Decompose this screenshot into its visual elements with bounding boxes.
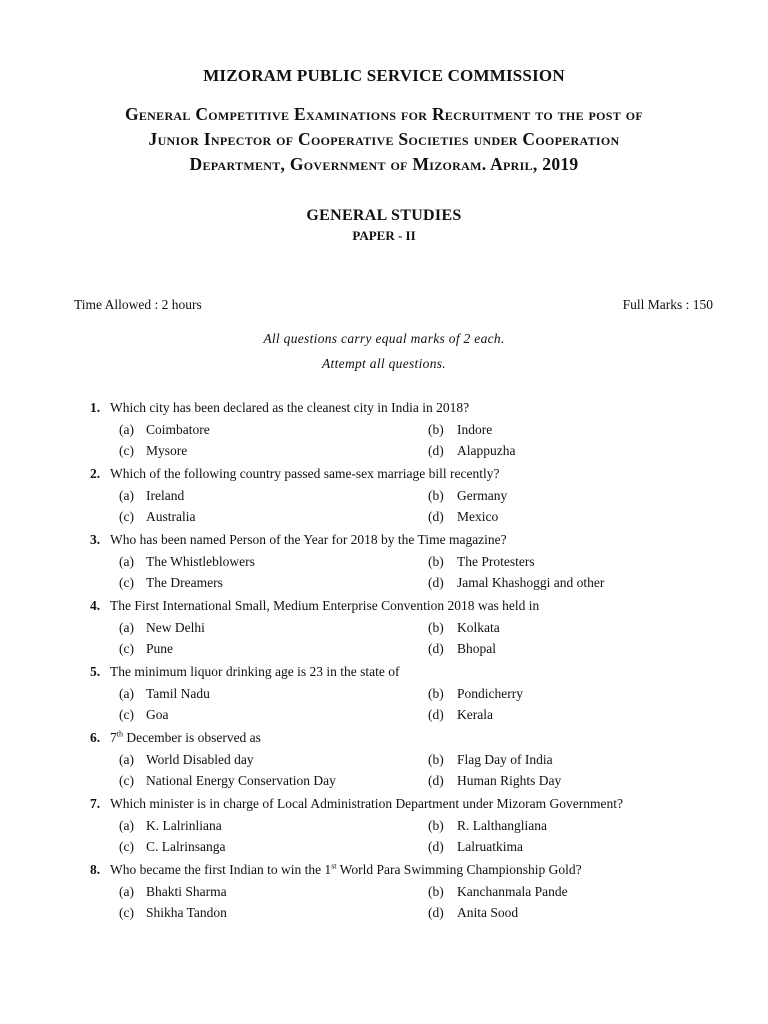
question-line [0,860,768,881]
question-text [110,728,261,747]
exam-title-line: General Competitive Examinations for Recruitment to the post of [124,104,644,124]
option-label: (c) [119,509,134,524]
question-line [0,596,768,617]
option-text: Shikha Tandon [146,905,227,920]
question-text: Which of the following country passed same-sex marriage bill recently? [110,466,500,481]
time-allowed: Time Allowed : 2 hours [74,297,202,312]
option-label: (b) [428,686,444,701]
option-label: (c) [119,905,134,920]
option-text: C. Lalrinsanga [146,839,226,854]
option-label: (b) [428,620,444,635]
option-row [0,572,768,593]
option-label: (c) [119,773,134,788]
question-text: Which city has been declared as the cleanest city in India in 2018? [110,400,470,415]
option-label: (a) [119,884,134,899]
option-row [0,551,768,572]
question-item [0,860,768,923]
question-text-part: World Para Swimming Championship Gold? [336,862,582,877]
option-label: (a) [119,488,134,503]
question-number: 5. [90,664,101,679]
option-label: (d) [428,575,444,590]
question-text: The First International Small, Medium Enterprise Convention 2018 was held in [110,598,540,613]
question-item [0,596,768,659]
option-text: K. Lalrinliana [146,818,222,833]
option-text: Australia [146,509,196,524]
question-text: Who has been named Person of the Year for 2018 by the Time magazine? [110,532,507,547]
question-text: The minimum liquor drinking age is 23 in the state of [110,664,400,679]
full-marks: Full Marks : 150 [622,297,713,312]
option-row [0,770,768,791]
option-text: The Whistleblowers [146,554,255,569]
question-text: Which minister is in charge of Local Administration Department under Mizoram Government? [110,796,623,811]
option-row [0,749,768,770]
option-text: Goa [146,707,169,722]
option-row [0,881,768,902]
question-item [0,398,768,461]
option-row [0,506,768,527]
option-text: World Disabled day [146,752,254,767]
instruction-attempt: Attempt all questions. [322,356,446,371]
option-text: Kanchanmala Pande [457,884,568,899]
option-text: Flag Day of India [457,752,553,767]
question-text-part: Who became the first Indian to win the 1 [110,862,332,877]
question-text [110,860,582,879]
option-text: Lalruatkima [457,839,523,854]
instruction-marks: All questions carry equal marks of 2 each. [263,331,505,346]
option-text: National Energy Conservation Day [146,773,336,788]
exam-title-line: Department, Government of Mizoram. April, 2019 [189,154,579,174]
option-label: (c) [119,575,134,590]
option-row [0,815,768,836]
option-text: Pondicherry [457,686,523,701]
option-row [0,836,768,857]
paper-number: PAPER - II [352,228,416,243]
subject-title: GENERAL STUDIES [306,207,462,224]
option-text: Germany [457,488,508,503]
option-text: Coimbatore [146,422,210,437]
option-text: Kolkata [457,620,500,635]
option-text: New Delhi [146,620,205,635]
question-line [0,662,768,683]
question-item [0,728,768,791]
option-label: (a) [119,422,134,437]
option-label: (c) [119,641,134,656]
option-text: Indore [457,422,493,437]
option-row [0,485,768,506]
option-text: Tamil Nadu [146,686,210,701]
question-number: 3. [90,532,101,547]
question-number: 1. [90,400,101,415]
option-text: Anita Sood [457,905,519,920]
option-text: The Protesters [457,554,535,569]
option-text: Pune [146,641,173,656]
option-label: (b) [428,884,444,899]
option-text: Bhakti Sharma [146,884,227,899]
option-text: Jamal Khashoggi and other [457,575,605,590]
option-row [0,902,768,923]
ordinal-suffix: st [331,861,337,871]
option-row [0,683,768,704]
question-number: 7. [90,796,101,811]
option-label: (b) [428,752,444,767]
question-item [0,530,768,593]
option-label: (d) [428,641,444,656]
option-label: (b) [428,422,444,437]
option-label: (a) [119,620,134,635]
question-line [0,398,768,419]
option-text: Kerala [457,707,493,722]
option-label: (c) [119,443,134,458]
option-text: Bhopal [457,641,496,656]
option-text: Mysore [146,443,188,458]
question-text-part: 7 [110,730,117,745]
ordinal-suffix: th [116,729,123,739]
option-label: (a) [119,818,134,833]
option-label: (a) [119,686,134,701]
option-label: (d) [428,509,444,524]
option-text: R. Lalthangliana [457,818,547,833]
question-text-part: December is observed as [122,730,261,745]
question-number: 2. [90,466,101,481]
option-row [0,440,768,461]
option-text: Human Rights Day [457,773,562,788]
exam-title-line: Junior Inpector of Cooperative Societies under Cooperation [148,129,620,149]
question-item [0,464,768,527]
option-label: (d) [428,707,444,722]
option-row [0,638,768,659]
option-label: (b) [428,818,444,833]
option-label: (d) [428,905,444,920]
question-line [0,530,768,551]
option-label: (c) [119,839,134,854]
option-label: (a) [119,752,134,767]
option-text: Alappuzha [457,443,516,458]
organization-title: MIZORAM PUBLIC SERVICE COMMISSION [203,66,565,85]
option-label: (a) [119,554,134,569]
option-text: Ireland [146,488,185,503]
question-number: 8. [90,862,101,877]
option-label: (c) [119,707,134,722]
option-label: (d) [428,839,444,854]
option-label: (d) [428,773,444,788]
question-item [0,794,768,857]
option-label: (b) [428,488,444,503]
question-line [0,728,768,749]
option-label: (b) [428,554,444,569]
option-text: The Dreamers [146,575,223,590]
question-number: 6. [90,730,101,745]
option-text: Mexico [457,509,499,524]
option-row [0,419,768,440]
question-line [0,464,768,485]
option-label: (d) [428,443,444,458]
question-line [0,794,768,815]
question-number: 4. [90,598,101,613]
question-item [0,662,768,725]
option-row [0,617,768,638]
option-row [0,704,768,725]
question-list [0,398,768,926]
exam-title [40,102,728,177]
